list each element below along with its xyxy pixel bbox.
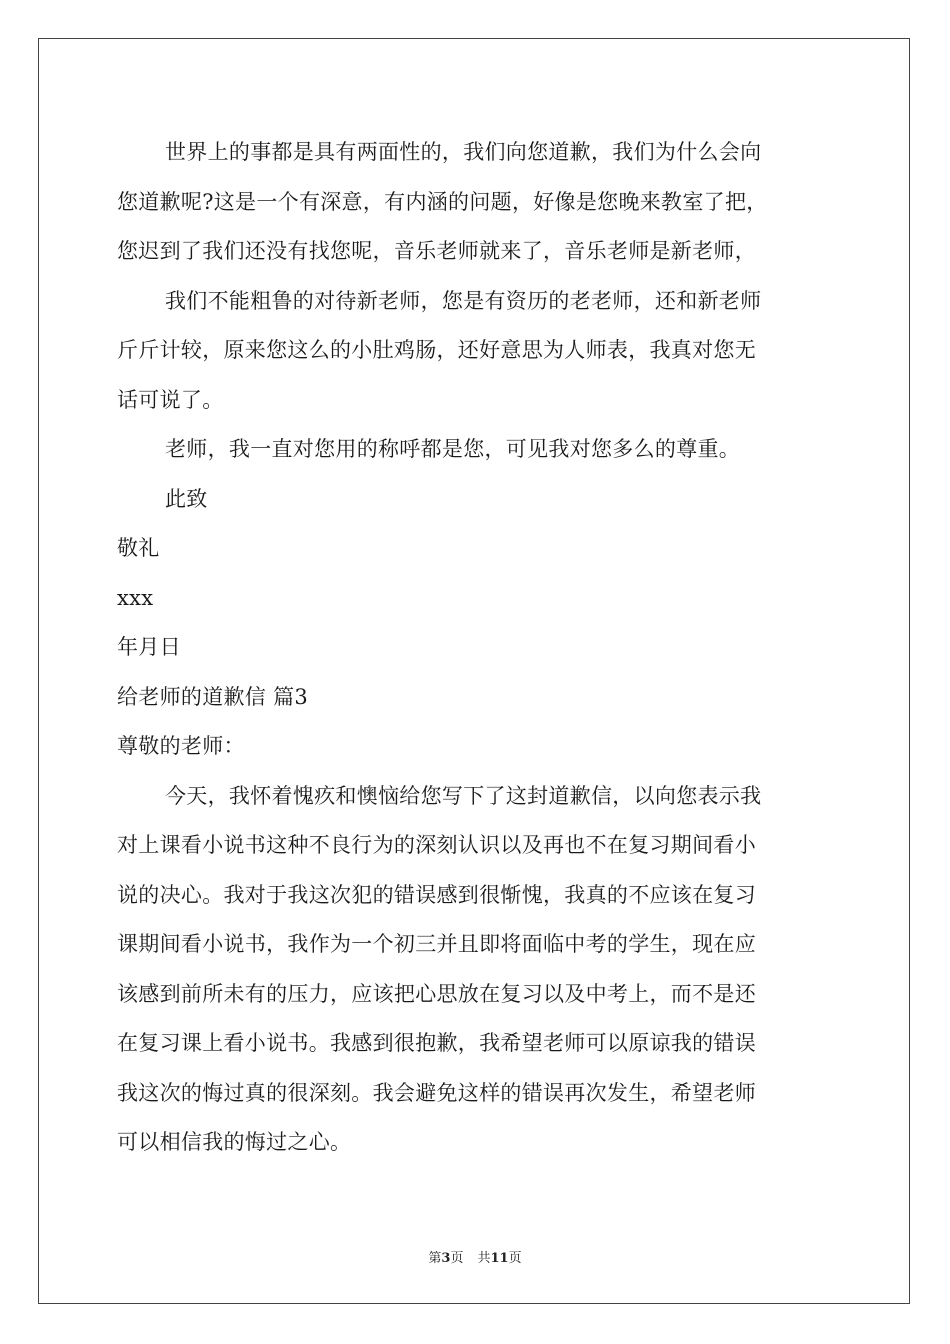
greeting: 尊敬的老师：: [117, 734, 245, 758]
date-line: 年月日: [117, 635, 181, 659]
paragraph-line: 今天，我怀着愧疚和懊恼给您写下了这封道歉信，以向您表示我: [165, 783, 762, 808]
page-footer: [0, 1247, 950, 1266]
section-heading: 给老师的道歉信 篇3: [117, 684, 309, 709]
paragraph-line: 课期间看小说书，我作为一个初三并且即将面临中考的学生，现在应: [117, 932, 756, 956]
footer-total-prefix: 共: [477, 1251, 491, 1266]
paragraph-line: 可以相信我的悔过之心。: [117, 1130, 352, 1154]
paragraph-line: 对上课看小说书这种不良行为的深刻认识以及再也不在复习期间看小: [117, 833, 756, 857]
paragraph-line: 斤斤计较，原来您这么的小肚鸡肠，还好意思为人师表，我真对您无: [117, 338, 756, 362]
footer-total-number: 11: [490, 1251, 509, 1266]
document-body: [117, 130, 837, 1170]
footer-page-number: 3: [441, 1251, 451, 1266]
closing-regards: 敬礼: [117, 536, 160, 560]
paragraph-line: 我这次的悔过真的很深刻。我会避免这样的错误再次发生，希望老师: [117, 1080, 756, 1105]
paragraph-line: 老师，我一直对您用的称呼都是您，可见我对您多么的尊重。: [165, 437, 741, 461]
paragraph-line: 我们不能粗鲁的对待新老师，您是有资历的老老师，还和新老师: [165, 288, 762, 313]
paragraph-line: 您道歉呢?这是一个有深意，有内涵的问题，好像是您晚来教室了把，: [117, 189, 768, 214]
paragraph-line: 在复习课上看小说书。我感到很抱歉，我希望老师可以原谅我的错误: [117, 1031, 756, 1055]
paragraph-line: 话可说了。: [117, 387, 224, 412]
footer-page-prefix: 第: [428, 1251, 442, 1266]
paragraph-line: 您迟到了我们还没有找您呢，音乐老师就来了，音乐老师是新老师，: [117, 239, 756, 263]
paragraph-line: 世界上的事都是具有两面性的，我们向您道歉，我们为什么会向: [165, 140, 762, 164]
closing-salutation: 此致: [165, 486, 208, 511]
paragraph-line: 说的决心。我对于我这次犯的错误感到很惭愧，我真的不应该在复习: [117, 882, 756, 907]
footer-page-suffix: 页: [450, 1251, 464, 1266]
signature: xxx: [117, 585, 154, 610]
footer-total-suffix: 页: [508, 1251, 522, 1266]
paragraph-line: 该感到前所未有的压力，应该把心思放在复习以及中考上，而不是还: [117, 981, 756, 1006]
